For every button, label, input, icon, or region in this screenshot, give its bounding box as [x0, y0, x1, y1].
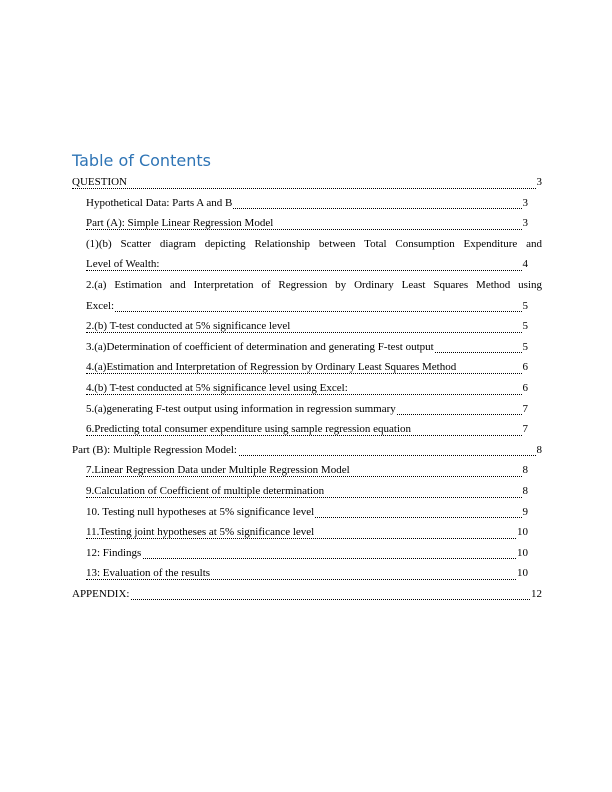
toc-entry-text-line2: Level of Wealth: — [86, 258, 160, 271]
toc-entry-text: Hypothetical Data: Parts A and B — [86, 196, 233, 209]
toc-entry-appendix[interactable] — [72, 584, 542, 605]
toc-entry-text: 6.Predicting total consumer expenditure using sample regression equation — [86, 423, 412, 436]
toc-entry-page: 6 — [522, 378, 529, 399]
toc-entry-prediction[interactable] — [72, 419, 542, 440]
toc-entry-part-b[interactable] — [72, 440, 542, 461]
toc-entry-question[interactable] — [72, 172, 542, 193]
toc-entry-page: 3 — [522, 193, 529, 214]
toc-entry-page: 12 — [530, 584, 542, 605]
toc-entry-text: 4.(a)Estimation and Interpretation of Regression by Ordinary Least Squares Method — [86, 361, 457, 374]
toc-entry-f-test-output[interactable] — [72, 399, 542, 420]
toc-entry-text: Part (B): Multiple Regression Model: — [72, 443, 237, 456]
toc-title: Table of Contents — [72, 151, 211, 170]
toc-entry-text: 10. Testing null hypotheses at 5% significance level — [86, 505, 315, 518]
toc-entry-text: 9.Calculation of Coefficient of multiple determination — [86, 484, 325, 497]
toc-entry-linear-regression-data[interactable] — [72, 460, 542, 481]
toc-entry-text-line1: 2.(a) Estimation and Interpretation of Regression by Ordinary Least Squares Method using — [86, 278, 542, 291]
toc-entry-text: 5.(a)generating F-test output using information in regression summary — [86, 402, 396, 415]
toc-entry-text-line2: Excel: — [86, 299, 115, 312]
toc-entry-part-a[interactable] — [72, 213, 542, 234]
toc-entry-page: 8 — [536, 440, 543, 461]
toc-entry-page: 8 — [522, 481, 529, 502]
toc-entry-scatter-diagram[interactable] — [72, 234, 542, 275]
toc-entry-null-hypotheses[interactable] — [72, 502, 542, 523]
toc-entry-page: 10 — [516, 543, 528, 564]
toc-entry-page: 7 — [522, 419, 529, 440]
toc-list — [72, 172, 542, 604]
toc-entry-coefficient-determination[interactable] — [72, 337, 542, 358]
toc-entry-page: 10 — [516, 563, 528, 584]
toc-entry-page: 10 — [516, 522, 528, 543]
toc-entry-page: 5 — [522, 337, 529, 358]
toc-entry-page: 8 — [522, 460, 529, 481]
toc-entry-page: 3 — [536, 172, 543, 193]
toc-entry-page: 4 — [522, 254, 529, 275]
toc-entry-hypothetical-data[interactable] — [72, 193, 542, 214]
toc-entry-text: 13: Evaluation of the results — [86, 567, 211, 580]
toc-entry-text: 11.Testing joint hypotheses at 5% significance level — [86, 526, 315, 539]
toc-entry-text: Part (A): Simple Linear Regression Model — [86, 217, 274, 230]
toc-entry-text: 12: Findings — [86, 546, 142, 559]
toc-entry-findings[interactable] — [72, 543, 542, 564]
toc-entry-ols-interpretation[interactable] — [72, 357, 542, 378]
toc-entry-page: 6 — [522, 357, 529, 378]
toc-entry-multiple-determination[interactable] — [72, 481, 542, 502]
toc-entry-text: APPENDIX: — [72, 587, 130, 600]
toc-entry-page: 7 — [522, 399, 529, 420]
toc-entry-t-test[interactable] — [72, 316, 542, 337]
toc-entry-page: 5 — [522, 296, 529, 317]
toc-entry-text: 2.(b) T-test conducted at 5% significance level — [86, 320, 291, 333]
toc-entry-page: 5 — [522, 316, 529, 337]
toc-entry-t-test-excel[interactable] — [72, 378, 542, 399]
toc-entry-text-line1: (1)(b) Scatter diagram depicting Relationship between Total Consumption Expenditure and — [86, 237, 542, 250]
toc-entry-text: 3.(a)Determination of coefficient of determination and generating F-test output — [86, 340, 434, 353]
toc-entry-text: QUESTION — [72, 176, 127, 188]
toc-entry-joint-hypotheses[interactable] — [72, 522, 542, 543]
toc-entry-page: 3 — [522, 213, 529, 234]
toc-entry-evaluation[interactable] — [72, 563, 542, 584]
toc-entry-text: 4.(b) T-test conducted at 5% significance level using Excel: — [86, 381, 348, 394]
toc-entry-ols-estimation[interactable] — [72, 275, 542, 316]
toc-entry-text: 7.Linear Regression Data under Multiple Regression Model — [86, 464, 350, 477]
toc-entry-page: 9 — [522, 502, 529, 523]
